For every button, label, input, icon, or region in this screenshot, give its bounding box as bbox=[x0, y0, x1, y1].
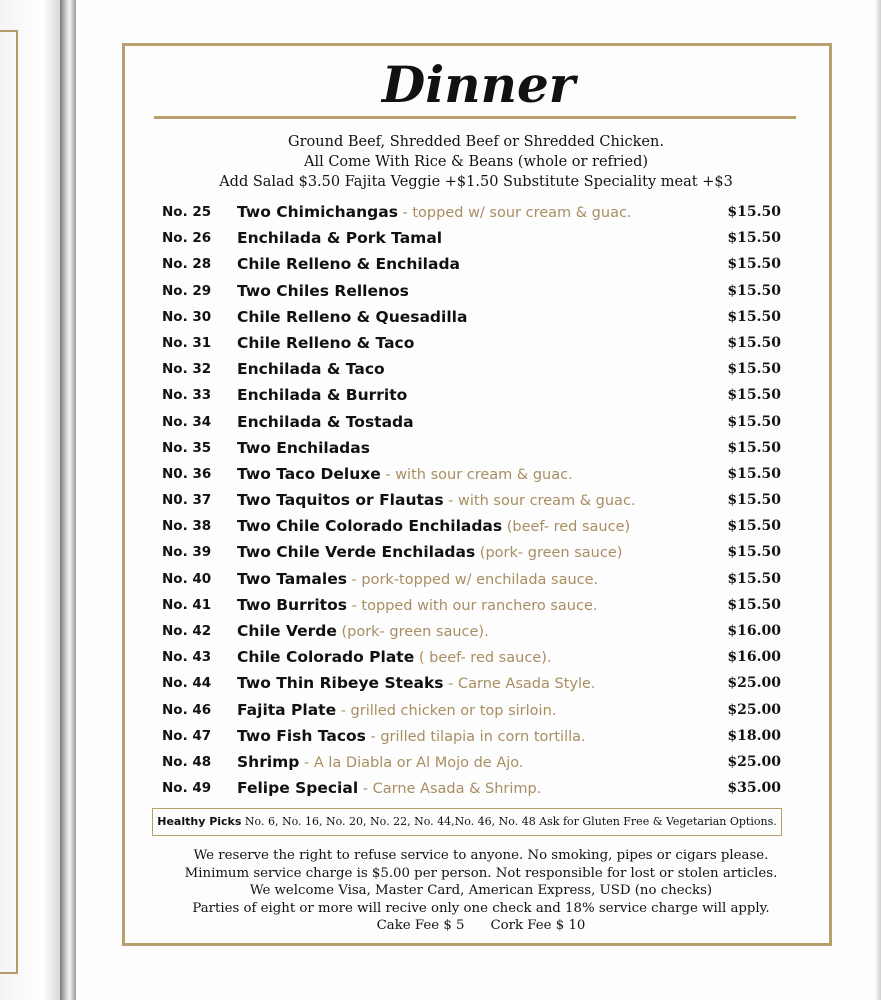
healthy-picks-label: Healthy Picks bbox=[157, 815, 242, 828]
item-number: No. 46 bbox=[162, 701, 212, 718]
item-text bbox=[237, 592, 598, 619]
item-price: $15.50 bbox=[727, 204, 781, 220]
item-price: $15.50 bbox=[727, 282, 781, 299]
item-description: - pork-topped w/ enchilada sauce. bbox=[346, 571, 599, 588]
cork-fee: Cork Fee $ 10 bbox=[490, 918, 586, 933]
left-page-border bbox=[0, 30, 18, 974]
item-name: Two Thin Ribeye Steaks bbox=[237, 674, 444, 693]
intro-line: All Come With Rice & Beans (whole or refried) bbox=[303, 154, 649, 170]
item-text bbox=[237, 566, 598, 593]
item-name: Fajita Plate bbox=[237, 700, 337, 719]
menu-item bbox=[76, 487, 881, 513]
item-number: N0. 36 bbox=[162, 465, 212, 482]
item-text bbox=[237, 539, 622, 566]
item-name: Two Burritos bbox=[237, 595, 347, 614]
item-price: $25.00 bbox=[727, 753, 781, 770]
item-price: $15.50 bbox=[727, 334, 781, 351]
item-name: Two Chiles Rellenos bbox=[237, 281, 409, 300]
item-description: (beef- red sauce) bbox=[502, 519, 631, 536]
item-description: - grilled tilapia in corn tortilla. bbox=[365, 728, 586, 745]
item-number: No. 33 bbox=[162, 387, 212, 404]
page-title: Dinner bbox=[381, 55, 576, 114]
item-number: No. 41 bbox=[162, 596, 212, 613]
item-name: Chile Relleno & Quesadilla bbox=[237, 307, 468, 326]
menu-item bbox=[76, 775, 881, 801]
item-number: No. 25 bbox=[162, 204, 212, 220]
item-text bbox=[237, 618, 489, 645]
menu-item bbox=[76, 251, 881, 277]
item-text bbox=[237, 330, 414, 357]
item-text bbox=[237, 356, 385, 383]
policies-text bbox=[136, 847, 826, 935]
item-text bbox=[237, 723, 586, 750]
item-number: No. 47 bbox=[162, 727, 212, 744]
item-number: No. 44 bbox=[162, 675, 212, 692]
item-name: Chile Colorado Plate bbox=[237, 648, 415, 667]
item-name: Shrimp bbox=[237, 752, 300, 771]
item-price: $15.50 bbox=[727, 544, 781, 561]
item-name: Two Tamales bbox=[237, 569, 347, 588]
item-number: No. 31 bbox=[162, 334, 212, 351]
menu-item bbox=[76, 461, 881, 487]
policy-line: We welcome Visa, Master Card, American Express, USD (no checks) bbox=[249, 883, 713, 898]
item-text bbox=[237, 670, 596, 697]
intro-line: Add Salad $3.50 Fajita Veggie +$1.50 Substitute Speciality meat +$3 bbox=[219, 174, 733, 190]
menu-item bbox=[76, 199, 881, 225]
item-name: Two Taquitos or Flautas bbox=[237, 491, 444, 510]
item-description: ( beef- red sauce). bbox=[414, 650, 552, 667]
menu-item bbox=[76, 697, 881, 723]
item-number: No. 43 bbox=[162, 649, 212, 666]
item-price: $15.50 bbox=[727, 256, 781, 273]
item-price: $15.50 bbox=[727, 413, 781, 430]
item-text bbox=[237, 697, 556, 724]
item-price: $16.00 bbox=[727, 623, 781, 639]
menu-item bbox=[76, 592, 881, 618]
item-number: No. 32 bbox=[162, 361, 212, 378]
item-number: No. 26 bbox=[162, 230, 212, 247]
fees-line bbox=[136, 917, 826, 935]
menu-item bbox=[76, 644, 881, 670]
item-description: (pork- green sauce) bbox=[475, 545, 623, 562]
menu-item bbox=[76, 409, 881, 435]
item-name: Enchilada & Burrito bbox=[237, 386, 408, 405]
item-text bbox=[237, 382, 407, 409]
item-text bbox=[237, 278, 409, 305]
item-price: $18.00 bbox=[727, 727, 781, 744]
menu-item-list bbox=[76, 199, 881, 801]
item-description: (pork- green sauce). bbox=[336, 624, 489, 640]
item-number: No. 30 bbox=[162, 308, 212, 325]
item-text bbox=[237, 513, 630, 540]
item-price: $15.50 bbox=[727, 439, 781, 456]
item-text bbox=[237, 749, 524, 776]
item-price: $15.50 bbox=[727, 361, 781, 378]
item-number: No. 49 bbox=[162, 780, 212, 797]
right-page-edge bbox=[875, 0, 881, 1000]
item-name: Two Chimichangas bbox=[237, 203, 398, 221]
policy-line: We reserve the right to refuse service to anyone. No smoking, pipes or cigars please. bbox=[193, 848, 769, 863]
menu-item bbox=[76, 435, 881, 461]
item-name: Felipe Special bbox=[237, 779, 359, 798]
item-text bbox=[237, 409, 414, 436]
item-name: Enchilada & Taco bbox=[237, 360, 385, 379]
menu-item bbox=[76, 566, 881, 592]
menu-item bbox=[76, 513, 881, 539]
left-page-edge bbox=[0, 0, 60, 1000]
healthy-picks-text: No. 6, No. 16, No. 20, No. 22, No. 44,No. 46, No. 48 Ask for Gluten Free & Vegetarian Options. bbox=[241, 815, 777, 828]
item-price: $15.50 bbox=[727, 465, 781, 482]
menu-item bbox=[76, 723, 881, 749]
item-number: No. 42 bbox=[162, 623, 212, 639]
item-number: No. 29 bbox=[162, 282, 212, 299]
item-name: Two Chile Colorado Enchiladas bbox=[237, 517, 503, 536]
item-price: $15.50 bbox=[727, 596, 781, 613]
item-description: - with sour cream & guac. bbox=[443, 493, 636, 510]
item-name: Two Taco Deluxe bbox=[237, 464, 381, 483]
item-description: - topped with our ranchero sauce. bbox=[346, 597, 598, 614]
item-price: $25.00 bbox=[727, 701, 781, 718]
menu-item bbox=[76, 225, 881, 251]
item-text bbox=[237, 435, 370, 462]
item-name: Chile Verde bbox=[237, 622, 337, 640]
item-name: Two Chile Verde Enchiladas bbox=[237, 543, 476, 562]
item-number: N0. 37 bbox=[162, 492, 212, 509]
menu-item bbox=[76, 304, 881, 330]
item-description: - Carne Asada Style. bbox=[443, 676, 596, 693]
item-name: Chile Relleno & Enchilada bbox=[237, 255, 461, 274]
item-description: - with sour cream & guac. bbox=[380, 466, 573, 483]
menu-item bbox=[76, 618, 881, 644]
policy-line: Minimum service charge is $5.00 per person. Not responsible for lost or stolen articles. bbox=[184, 865, 778, 881]
item-text bbox=[237, 251, 460, 278]
policy-line: Parties of eight or more will recive only one check and 18% service charge will apply. bbox=[192, 900, 770, 916]
binder-spine bbox=[60, 0, 76, 1000]
menu-item bbox=[76, 382, 881, 408]
item-text bbox=[237, 225, 442, 252]
item-price: $15.50 bbox=[727, 518, 781, 535]
item-number: No. 34 bbox=[162, 413, 212, 430]
healthy-picks-box bbox=[152, 808, 782, 836]
item-name: Two Fish Tacos bbox=[237, 726, 366, 745]
item-number: No. 38 bbox=[162, 518, 212, 535]
menu-item bbox=[76, 749, 881, 775]
item-text bbox=[237, 304, 467, 331]
item-number: No. 48 bbox=[162, 753, 212, 770]
item-name: Two Enchiladas bbox=[237, 438, 370, 457]
item-price: $35.00 bbox=[727, 780, 781, 797]
cake-fee: Cake Fee $ 5 bbox=[376, 918, 465, 933]
item-price: $15.50 bbox=[727, 570, 781, 587]
intro-line: Ground Beef, Shredded Beef or Shredded Chicken. bbox=[288, 134, 664, 150]
item-price: $15.50 bbox=[727, 230, 781, 247]
item-description: - grilled chicken or top sirloin. bbox=[336, 702, 557, 719]
item-name: Enchilada & Tostada bbox=[237, 412, 414, 431]
item-number: No. 40 bbox=[162, 570, 212, 587]
item-name: Chile Relleno & Taco bbox=[237, 333, 415, 352]
item-number: No. 39 bbox=[162, 544, 212, 561]
item-price: $15.50 bbox=[727, 492, 781, 509]
menu-page bbox=[76, 0, 881, 1000]
item-text bbox=[237, 487, 636, 514]
menu-item bbox=[76, 356, 881, 382]
item-text bbox=[237, 461, 573, 488]
item-price: $25.00 bbox=[727, 675, 781, 692]
item-number: No. 35 bbox=[162, 439, 212, 456]
item-text bbox=[237, 199, 632, 226]
item-price: $16.00 bbox=[727, 649, 781, 666]
item-price: $15.50 bbox=[727, 308, 781, 325]
item-text bbox=[237, 644, 551, 671]
item-number: No. 28 bbox=[162, 256, 212, 273]
item-text bbox=[237, 775, 541, 802]
title-divider bbox=[154, 116, 796, 119]
item-description: - topped w/ sour cream & guac. bbox=[397, 205, 632, 221]
item-description: - A la Diabla or Al Mojo de Ajo. bbox=[299, 754, 524, 771]
menu-item bbox=[76, 330, 881, 356]
intro-text bbox=[176, 132, 776, 192]
menu-item bbox=[76, 670, 881, 696]
menu-item bbox=[76, 278, 881, 304]
item-name: Enchilada & Pork Tamal bbox=[237, 229, 443, 248]
menu-item bbox=[76, 539, 881, 565]
item-description: - Carne Asada & Shrimp. bbox=[358, 781, 542, 798]
item-price: $15.50 bbox=[727, 387, 781, 404]
